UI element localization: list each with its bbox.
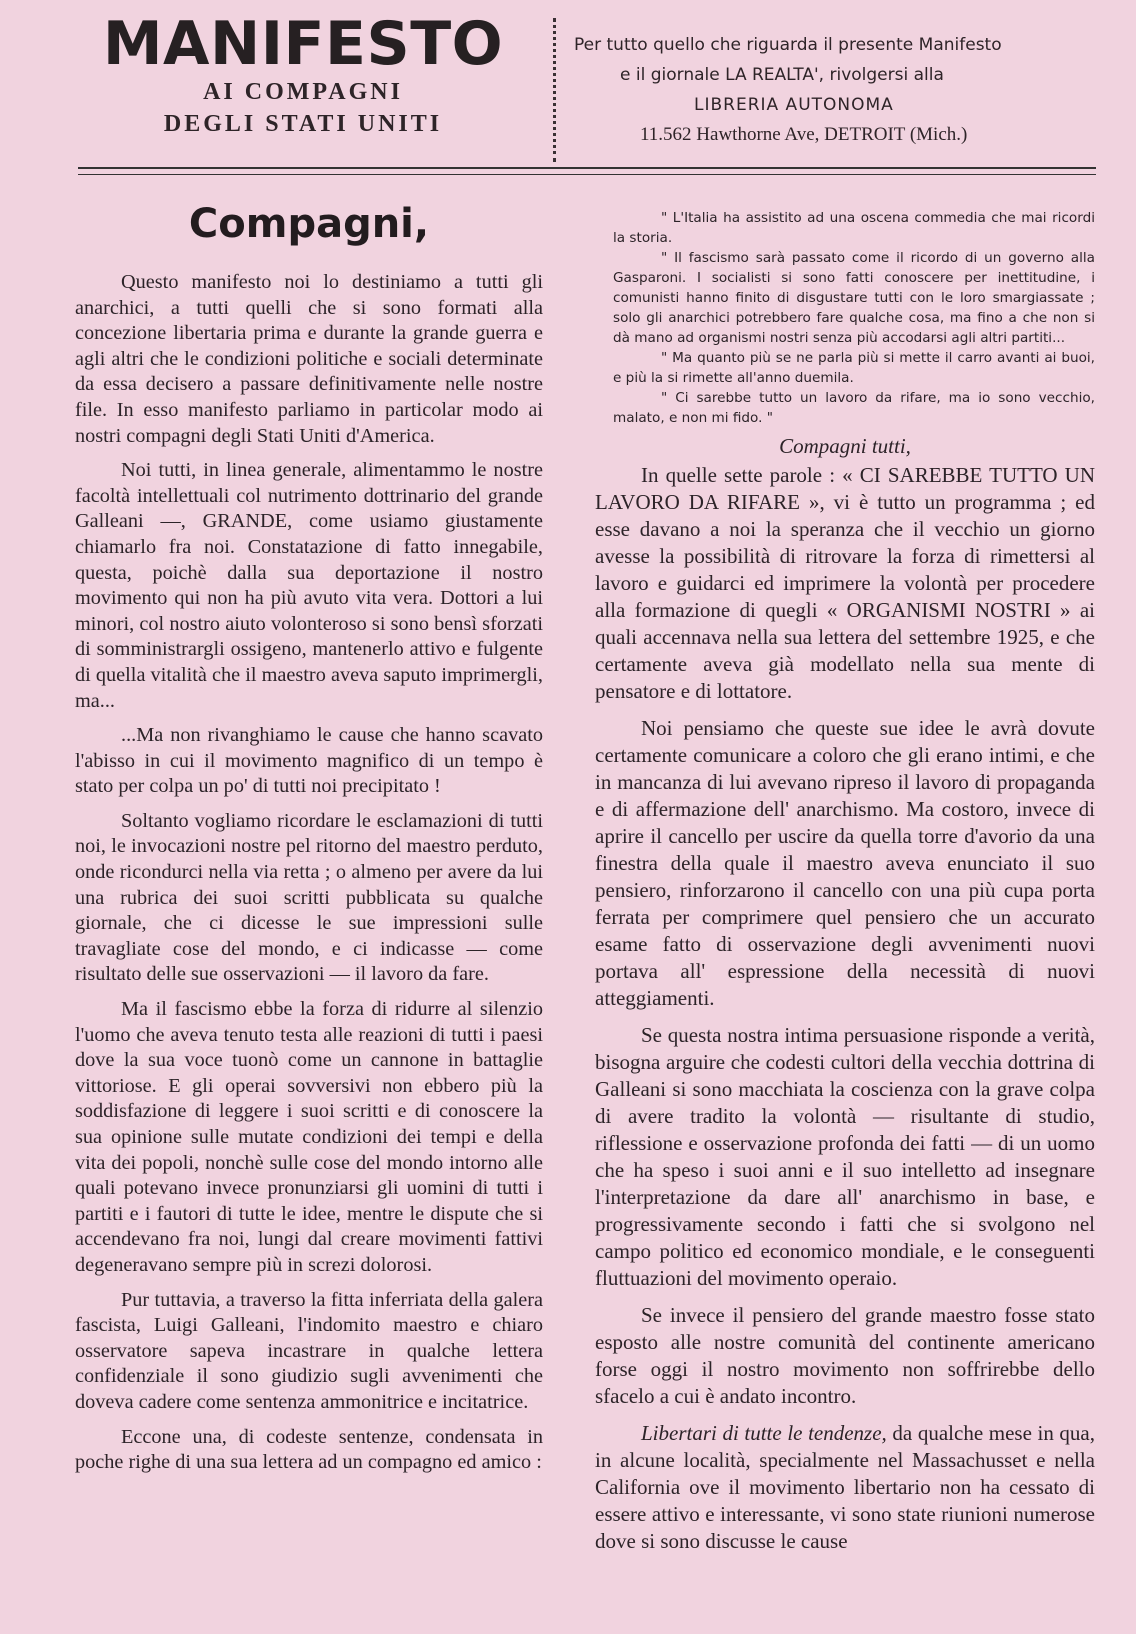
italic-lead: Libertari di tutte le tendenze, — [641, 1421, 887, 1445]
masthead — [78, 9, 528, 140]
left-column — [75, 200, 543, 1485]
paragraph: Ma il fascismo ebbe la forza di ridurre al silenzio l'uomo che aveva tenuto testa alle reazioni di tutti i paesi dove la sua voce tuonò come un cannone in battaglie vittoriose. E gli operai sovversivi non ebbero più la soddisfazione di leggere i suoi scritti e di conoscere la sua opinione sulle mutate condizioni dei tempi e della vita dei popoli, nonchè sulle cose del mondo intorno alle quali potevano invece pronunziarsi gli uomini di tutti i partiti e i fautori di tutte le idee, mentre le dispute che si accendevano fra noi, lungi dal creare movimenti fattivi degeneravano sempre più in screzi dolorosi. — [75, 998, 543, 1276]
paragraph — [595, 1420, 1095, 1555]
contact-block — [574, 30, 1084, 150]
quote-line: " L'Italia ha assistito ad una oscena commedia che mai ricordi la storia. — [613, 210, 1095, 246]
contact-address: 11.562 Hawthorne Ave, DETROIT (Mich.) — [640, 124, 968, 145]
paragraph: Questo manifesto noi lo destiniamo a tutti gli anarchici, a tutti quelli che si sono formati alla concezione libertaria prima e durante la grande guerra e agli altri che le condizioni politiche e sociali determinate da essa decisero a passare definitivamente nelle nostre file. In esso manifesto parliamo in particolar modo ai nostri compagni degli Stati Uniti d'America. — [75, 271, 543, 447]
header-dotted-divider — [553, 18, 556, 162]
paragraph: Noi tutti, in linea generale, alimentammo le nostre facoltà intellettuali col nutrimento dottrinario del grande Galleani —, GRANDE, come usiamo giustamente chiamarlo fra noi. Constatazione di fatto innegabile, questa, poichè dalla sua deportazione il nostro movimento qui non ha più avuto vita vera. Dottori a lui minori, col nostro aiuto volonteroso si sono bensì sforzati di somministrargli ossigeno, mantenerlo attivo e fulgente di quella vitalità che il maestro aveva saputo imprimergli, ma... — [75, 459, 543, 712]
header-rule — [78, 174, 1096, 175]
paragraph: In quelle sette parole : « CI SAREBBE TUTTO UN LAVORO DA RIFARE », vi è tutto un programma ; ed esse davano a noi la speranza che il vecchio un giorno avesse la possibilità di ritrovare la forza di rimettersi al lavoro e guidarci ed imprimere la volontà per procedere alla formazione di quegli « ORGANISMI NOSTRI » ai quali accennava nella sua lettera del settembre 1925, e che certamente aveva già modellato nella sua mente di pensatore e di lottatore. — [595, 463, 1095, 703]
subtitle-line-1: AI COMPAGNI — [203, 79, 403, 105]
contact-line: Per tutto quello che riguarda il presente Manifesto — [574, 35, 1002, 55]
page-title: MANIFESTO — [102, 9, 504, 79]
right-column — [595, 208, 1095, 1565]
paragraph: Se questa nostra intima persuasione risponde a verità, bisogna arguire che codesti cultori della vecchia dottrina di Galleani si sono macchiata la coscienza con la grave colpa di avere tradito la volontà — risultante di studio, riflessione e osservazione profonda dei fatti — di un uomo che ha speso i suoi anni e il suo intelletto ad insegnare l'interpretazione da dare all' anarchismo in base, e progressivamente secondo i fatti che si svolgono nel campo politico ed economico mondiale, e le conseguenti fluttuazioni del movimento operaio. — [595, 1023, 1095, 1290]
greeting-heading: Compagni, — [188, 201, 430, 247]
header-rule — [78, 167, 1096, 169]
paragraph: ...Ma non rivanghiamo le cause che hanno scavato l'abisso in cui il movimento magnifico di un tempo è stato per colpa un po' di tutti noi precipitato ! — [75, 724, 543, 798]
paragraph-text: da qualche mese in qua, in alcune località, specialmente nel Massachusset e nella California ove il movimento libertario non ha cessato di essere attivo e interessante, vi sono state riunioni numerose dove si sono discusse le cause — [595, 1421, 1096, 1553]
quote-line: " Il fascismo sarà passato come il ricordo di un governo alla Gasparoni. I socialisti si sono fatti conoscere per inettitudine, i comunisti hanno finito di disgustare tutti con le loro smargiassate ; solo gli anarchici potrebbero fare qualche cosa, ma fino a che non si dà mano ad organismi nostri senza più accodarsi agli altri partiti... — [613, 250, 1095, 346]
contact-line: e il giornale LA REALTA', rivolgersi alla — [620, 65, 944, 85]
quote-line: " Ci sarebbe tutto un lavoro da rifare, ma io sono vecchio, malato, e non mi fido. " — [613, 390, 1095, 426]
paragraph: Soltanto vogliamo ricordare le esclamazioni di tutti noi, le invocazioni nostre pel ritorno del maestro perduto, onde ricondurci nella via retta ; o almeno per avere da lui una rubrica dei suoi scritti pubblicata su qualche giornale, che ci dicesse le sue impressioni sulle travagliate cose del mondo, e ci indicasse — come risultato delle sue osservazioni — il lavoro da fare. — [75, 809, 543, 986]
paragraph: Se invece il pensiero del grande maestro fosse stato esposto alle nostre comunità del continente americano forse oggi il nostro movimento non soffrirebbe dello sfacelo a cui è andato incontro. — [595, 1303, 1095, 1408]
quoted-letter — [613, 208, 1095, 428]
subtitle-line-2: DEGLI STATI UNITI — [163, 111, 443, 137]
quote-line: " Ma quanto più se ne parla più si mette il carro avanti ai buoi, e più la si rimette all'anno duemila. — [613, 350, 1095, 386]
paragraph: Noi pensiamo che queste sue idee le avrà dovute certamente comunicare a coloro che gli erano intimi, e che in mancanza di lui avevano ripreso il lavoro di propaganda e di affermazione dell' anarchismo. Ma costoro, invece di aprire il cancello per uscire da quella torre d'avorio da una finestra della quale il maestro aveva enunciato il suo pensiero, rinforzarono il cancello con una più cupa porta ferrata per comprimere quel pensiero che un accurato esame fatto di osservazione degli avvenimenti nuovi portava all' espressione della necessità di nuovi atteggiamenti. — [595, 716, 1095, 1010]
paragraph: Eccone una, di codeste sentenze, condensata in poche righe di una sua lettera ad un compagno ed amico : — [75, 1425, 543, 1474]
salutation: Compagni tutti, — [779, 434, 911, 458]
paragraph: Pur tuttavia, a traverso la fitta inferriata della galera fascista, Luigi Galleani, l'indomito maestro e chiaro osservatore sapeva incastrare in qualche lettera confidenziale il sono giudizio sugli avvenimenti che doveva cadere come sentenza ammonitrice e incitatrice. — [75, 1288, 543, 1413]
contact-line: LIBRERIA AUTONOMA — [694, 95, 894, 115]
